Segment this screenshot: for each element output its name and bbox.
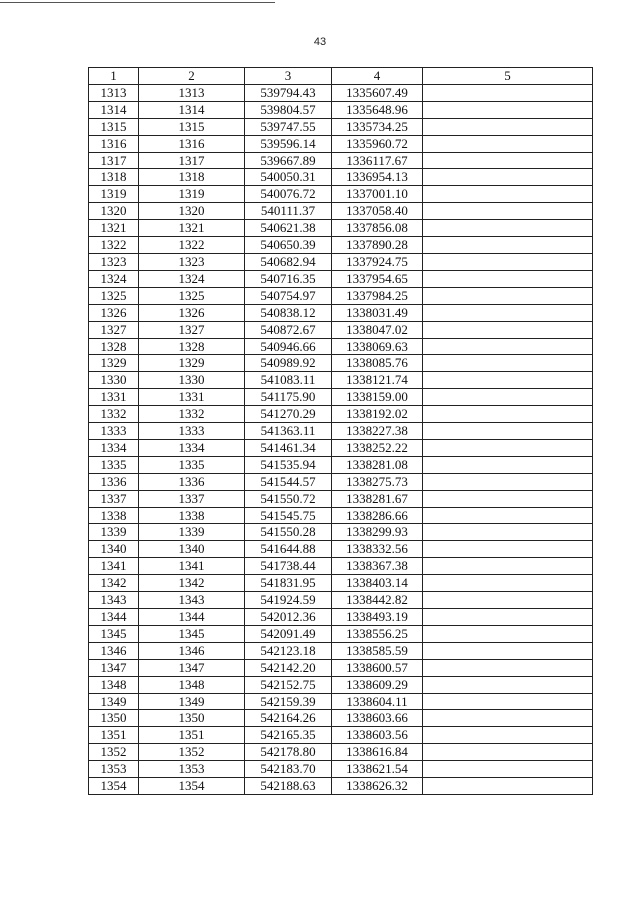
table-row	[89, 338, 593, 355]
table-cell: 1352	[89, 744, 139, 761]
table-cell: 539804.57	[245, 101, 332, 118]
table-cell: 541924.59	[245, 592, 332, 609]
table-cell	[423, 761, 593, 778]
table-row	[89, 575, 593, 592]
table-cell: 542142.20	[245, 659, 332, 676]
table-cell: 540754.97	[245, 287, 332, 304]
table-cell: 541363.11	[245, 423, 332, 440]
table-cell: 542178.80	[245, 744, 332, 761]
table-cell: 1319	[89, 186, 139, 203]
table-row	[89, 439, 593, 456]
table-cell: 1338159.00	[332, 389, 423, 406]
table-cell	[423, 423, 593, 440]
table-cell: 1313	[139, 84, 245, 101]
table-cell: 1339	[139, 524, 245, 541]
table-cell: 1338275.73	[332, 473, 423, 490]
table-cell: 540716.35	[245, 270, 332, 287]
table-cell: 1330	[139, 372, 245, 389]
table-cell	[423, 203, 593, 220]
table-cell: 540838.12	[245, 304, 332, 321]
table-cell: 541545.75	[245, 507, 332, 524]
table-row	[89, 118, 593, 135]
table-cell: 540621.38	[245, 220, 332, 237]
table-cell: 1343	[139, 592, 245, 609]
table-cell	[423, 338, 593, 355]
table-cell: 540650.39	[245, 237, 332, 254]
table-cell	[423, 135, 593, 152]
table-cell: 1324	[89, 270, 139, 287]
table-cell: 1337984.25	[332, 287, 423, 304]
table-cell: 1335	[89, 456, 139, 473]
column-header: 3	[245, 68, 332, 85]
table-cell: 1315	[89, 118, 139, 135]
table-cell: 542164.26	[245, 710, 332, 727]
table-row	[89, 389, 593, 406]
table-row	[89, 304, 593, 321]
table-cell: 1314	[139, 101, 245, 118]
table-cell: 539747.55	[245, 118, 332, 135]
table-cell	[423, 186, 593, 203]
table-cell: 1338	[89, 507, 139, 524]
table-cell	[423, 541, 593, 558]
table-cell	[423, 575, 593, 592]
table-cell: 541270.29	[245, 406, 332, 423]
table-cell: 1348	[139, 676, 245, 693]
table-cell	[423, 456, 593, 473]
table-cell: 1343	[89, 592, 139, 609]
table-cell: 1341	[89, 558, 139, 575]
table-cell: 1353	[139, 761, 245, 778]
table-cell: 1336954.13	[332, 169, 423, 186]
table-cell: 541644.88	[245, 541, 332, 558]
table-cell: 1338604.11	[332, 693, 423, 710]
table-cell: 1338626.32	[332, 778, 423, 795]
table-cell: 1325	[139, 287, 245, 304]
table-row	[89, 473, 593, 490]
column-header: 5	[423, 68, 593, 85]
table-cell: 1338286.66	[332, 507, 423, 524]
table-cell: 1317	[139, 152, 245, 169]
table-row	[89, 355, 593, 372]
table-cell: 1316	[89, 135, 139, 152]
table-cell: 542091.49	[245, 625, 332, 642]
table-cell: 1338281.08	[332, 456, 423, 473]
table-row	[89, 101, 593, 118]
table-cell: 1338085.76	[332, 355, 423, 372]
table-cell	[423, 287, 593, 304]
table-cell: 542165.35	[245, 727, 332, 744]
table-row	[89, 642, 593, 659]
table-cell	[423, 659, 593, 676]
table-cell: 1335607.49	[332, 84, 423, 101]
table-row	[89, 659, 593, 676]
table-cell: 1328	[89, 338, 139, 355]
table-row	[89, 135, 593, 152]
table-cell: 1335	[139, 456, 245, 473]
table-cell	[423, 152, 593, 169]
table-row	[89, 220, 593, 237]
column-header: 2	[139, 68, 245, 85]
table-cell	[423, 609, 593, 626]
table-row	[89, 406, 593, 423]
table-cell: 1345	[89, 625, 139, 642]
table-row	[89, 761, 593, 778]
table-cell: 1344	[139, 609, 245, 626]
table-cell: 542183.70	[245, 761, 332, 778]
table-cell: 1333	[139, 423, 245, 440]
table-cell	[423, 270, 593, 287]
table-cell: 1350	[89, 710, 139, 727]
table-cell	[423, 727, 593, 744]
table-cell	[423, 625, 593, 642]
table-cell: 1342	[89, 575, 139, 592]
table-row	[89, 558, 593, 575]
table-cell: 1336	[139, 473, 245, 490]
table-cell: 1337001.10	[332, 186, 423, 203]
table-cell: 1335960.72	[332, 135, 423, 152]
table-cell: 541175.90	[245, 389, 332, 406]
table-cell: 1338281.67	[332, 490, 423, 507]
table-cell: 1332	[139, 406, 245, 423]
table-cell	[423, 118, 593, 135]
table-row	[89, 321, 593, 338]
table-cell	[423, 473, 593, 490]
table-cell: 1338616.84	[332, 744, 423, 761]
table-cell: 1338600.57	[332, 659, 423, 676]
table-cell: 540989.92	[245, 355, 332, 372]
table-cell	[423, 439, 593, 456]
table-cell: 1338121.74	[332, 372, 423, 389]
table-row	[89, 609, 593, 626]
table-cell: 539794.43	[245, 84, 332, 101]
table-cell: 1345	[139, 625, 245, 642]
table-row	[89, 152, 593, 169]
table-cell: 1313	[89, 84, 139, 101]
table-cell	[423, 321, 593, 338]
table-cell	[423, 389, 593, 406]
table-cell: 1339	[89, 524, 139, 541]
table-cell: 1314	[89, 101, 139, 118]
table-row	[89, 186, 593, 203]
table-cell: 1327	[89, 321, 139, 338]
table-header-row	[89, 68, 593, 85]
header-rule	[0, 2, 275, 3]
table-cell: 1348	[89, 676, 139, 693]
table-row	[89, 456, 593, 473]
table-cell: 1337	[139, 490, 245, 507]
table-row	[89, 507, 593, 524]
table-cell: 1325	[89, 287, 139, 304]
table-cell: 1331	[139, 389, 245, 406]
table-row	[89, 778, 593, 795]
coordinates-table	[88, 67, 593, 795]
table-cell: 1317	[89, 152, 139, 169]
table-cell	[423, 490, 593, 507]
table-cell: 1338252.22	[332, 439, 423, 456]
table-cell: 1340	[139, 541, 245, 558]
table-cell	[423, 304, 593, 321]
table-cell: 1340	[89, 541, 139, 558]
table-cell: 539667.89	[245, 152, 332, 169]
table-cell	[423, 101, 593, 118]
table-cell: 1332	[89, 406, 139, 423]
table-row	[89, 524, 593, 541]
table-cell: 1338585.59	[332, 642, 423, 659]
column-header: 1	[89, 68, 139, 85]
table-cell: 541831.95	[245, 575, 332, 592]
table-cell: 1337	[89, 490, 139, 507]
table-cell: 541535.94	[245, 456, 332, 473]
table-cell: 1338609.29	[332, 676, 423, 693]
column-header: 4	[332, 68, 423, 85]
table-cell: 1347	[139, 659, 245, 676]
table-cell: 1333	[89, 423, 139, 440]
table-cell: 1334	[89, 439, 139, 456]
table-cell	[423, 169, 593, 186]
table-cell: 1354	[139, 778, 245, 795]
table-cell: 540050.31	[245, 169, 332, 186]
table-cell: 1338069.63	[332, 338, 423, 355]
table-cell	[423, 676, 593, 693]
table-cell: 1335734.25	[332, 118, 423, 135]
table-cell: 1329	[89, 355, 139, 372]
table-cell: 1351	[139, 727, 245, 744]
table-cell	[423, 220, 593, 237]
table-cell	[423, 237, 593, 254]
table-cell: 1338603.56	[332, 727, 423, 744]
table-row	[89, 372, 593, 389]
table-cell: 1351	[89, 727, 139, 744]
table-cell: 1337954.65	[332, 270, 423, 287]
table-cell	[423, 592, 593, 609]
table-cell	[423, 778, 593, 795]
table-cell: 1318	[139, 169, 245, 186]
table-cell: 542123.18	[245, 642, 332, 659]
table-cell: 1319	[139, 186, 245, 203]
table-cell: 1338031.49	[332, 304, 423, 321]
table-row	[89, 203, 593, 220]
table-cell: 1326	[89, 304, 139, 321]
table-cell: 1350	[139, 710, 245, 727]
table-cell	[423, 524, 593, 541]
table-cell	[423, 710, 593, 727]
table-cell: 1349	[89, 693, 139, 710]
table-cell: 1352	[139, 744, 245, 761]
table-cell: 1318	[89, 169, 139, 186]
table-cell: 541461.34	[245, 439, 332, 456]
table-cell	[423, 372, 593, 389]
table-cell: 1338403.14	[332, 575, 423, 592]
table-cell: 1338603.66	[332, 710, 423, 727]
table-cell	[423, 744, 593, 761]
table-cell: 539596.14	[245, 135, 332, 152]
table-cell: 540946.66	[245, 338, 332, 355]
table-cell: 1334	[139, 439, 245, 456]
table-cell: 1354	[89, 778, 139, 795]
table-cell: 542152.75	[245, 676, 332, 693]
table-cell: 540111.37	[245, 203, 332, 220]
table-row	[89, 169, 593, 186]
table-row	[89, 693, 593, 710]
table-cell: 1347	[89, 659, 139, 676]
table-cell: 1329	[139, 355, 245, 372]
table-cell	[423, 507, 593, 524]
table-cell: 1324	[139, 270, 245, 287]
table-cell: 1346	[89, 642, 139, 659]
table-cell: 1321	[139, 220, 245, 237]
table-cell: 1320	[139, 203, 245, 220]
table-body	[89, 84, 593, 794]
table-cell: 1326	[139, 304, 245, 321]
table-cell: 1338	[139, 507, 245, 524]
table-row	[89, 625, 593, 642]
table-row	[89, 253, 593, 270]
table-cell: 1346	[139, 642, 245, 659]
table-cell: 1322	[89, 237, 139, 254]
table-cell: 1336117.67	[332, 152, 423, 169]
table-cell: 541550.28	[245, 524, 332, 541]
page-number: 43	[313, 36, 327, 48]
table-row	[89, 237, 593, 254]
table-cell: 1353	[89, 761, 139, 778]
table-row	[89, 490, 593, 507]
table-cell: 1331	[89, 389, 139, 406]
table-cell	[423, 558, 593, 575]
table-row	[89, 541, 593, 558]
table-cell	[423, 693, 593, 710]
table-cell	[423, 253, 593, 270]
table-cell: 1338493.19	[332, 609, 423, 626]
table-row	[89, 423, 593, 440]
table-cell: 1341	[139, 558, 245, 575]
table-cell: 1338047.02	[332, 321, 423, 338]
table-cell: 1337890.28	[332, 237, 423, 254]
table-cell: 541738.44	[245, 558, 332, 575]
table-cell: 540682.94	[245, 253, 332, 270]
table-cell: 1335648.96	[332, 101, 423, 118]
table-cell: 540872.67	[245, 321, 332, 338]
table-row	[89, 287, 593, 304]
table-cell: 541550.72	[245, 490, 332, 507]
table-cell: 1323	[139, 253, 245, 270]
table-row	[89, 727, 593, 744]
table-cell: 1330	[89, 372, 139, 389]
table-cell: 1338442.82	[332, 592, 423, 609]
table-cell: 1338367.38	[332, 558, 423, 575]
table-cell: 1323	[89, 253, 139, 270]
table-cell: 542188.63	[245, 778, 332, 795]
table-cell: 1322	[139, 237, 245, 254]
table-cell: 1336	[89, 473, 139, 490]
table-row	[89, 710, 593, 727]
table-cell	[423, 406, 593, 423]
table-cell: 1338556.25	[332, 625, 423, 642]
table-cell: 1315	[139, 118, 245, 135]
table-row	[89, 84, 593, 101]
table-cell: 542012.36	[245, 609, 332, 626]
table-cell: 1338227.38	[332, 423, 423, 440]
table-cell	[423, 84, 593, 101]
table-cell: 1320	[89, 203, 139, 220]
table-cell: 541083.11	[245, 372, 332, 389]
table-cell	[423, 355, 593, 372]
table-cell: 1328	[139, 338, 245, 355]
table-cell: 542159.39	[245, 693, 332, 710]
table-cell: 1338332.56	[332, 541, 423, 558]
table-cell: 1338192.02	[332, 406, 423, 423]
table-cell: 1327	[139, 321, 245, 338]
table-cell: 540076.72	[245, 186, 332, 203]
table-cell: 1337058.40	[332, 203, 423, 220]
table-row	[89, 270, 593, 287]
table-row	[89, 676, 593, 693]
table-cell: 1349	[139, 693, 245, 710]
table-row	[89, 744, 593, 761]
table-cell: 1337924.75	[332, 253, 423, 270]
table-cell: 1342	[139, 575, 245, 592]
table-cell: 541544.57	[245, 473, 332, 490]
table-cell: 1321	[89, 220, 139, 237]
table-row	[89, 592, 593, 609]
table-cell: 1338621.54	[332, 761, 423, 778]
table-cell: 1344	[89, 609, 139, 626]
table-cell: 1337856.08	[332, 220, 423, 237]
table-cell: 1316	[139, 135, 245, 152]
table-cell	[423, 642, 593, 659]
table-cell: 1338299.93	[332, 524, 423, 541]
